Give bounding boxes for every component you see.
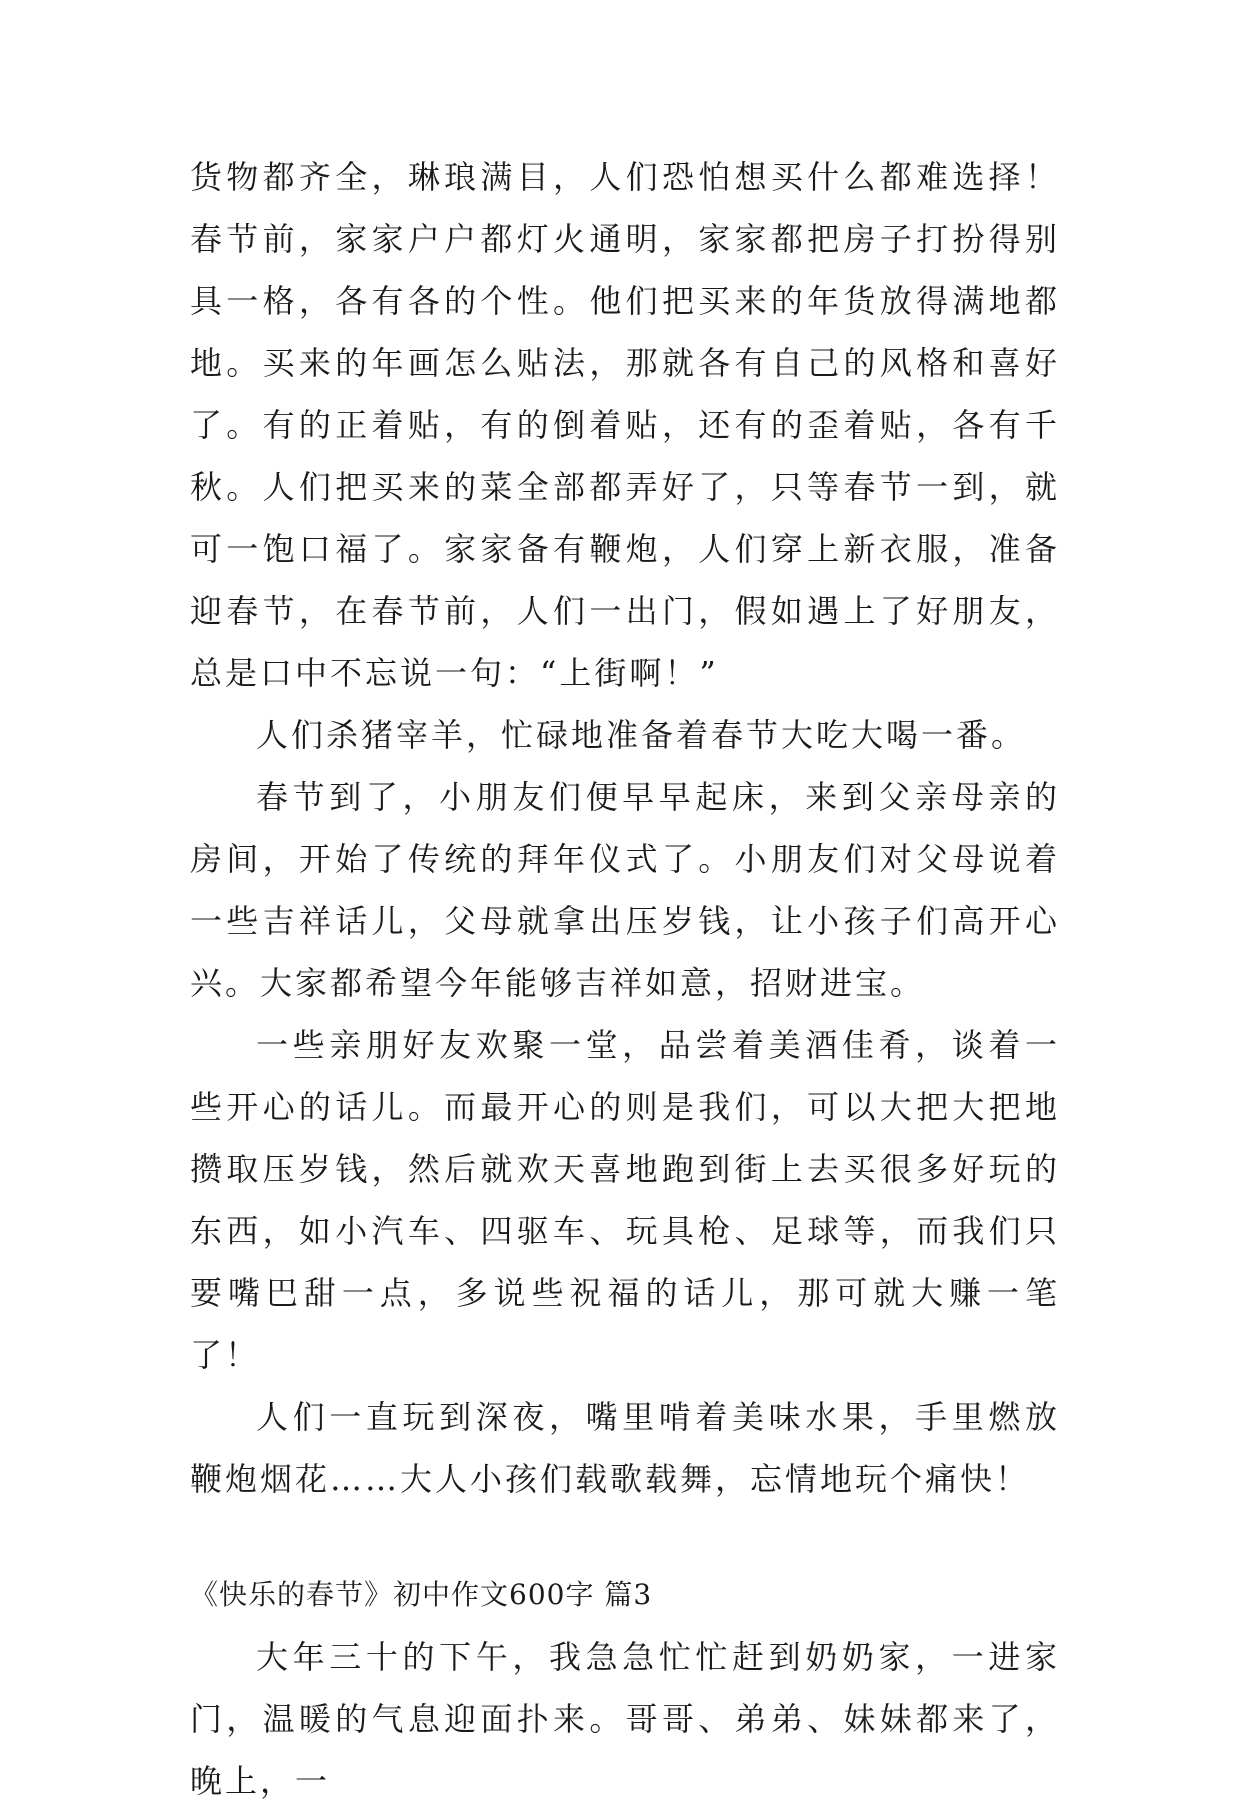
paragraph-5: 人们一直玩到深夜，嘴里啃着美味水果，手里燃放鞭炮烟花……大人小孩们载歌载舞，忘情地玩个痛快！ [190, 1398, 1060, 1498]
paragraph-1: 货物都齐全，琳琅满目，人们恐怕想买什么都难选择！春节前，家家户户都灯火通明，家家都把房子打扮得别具一格，各有各的个性。他们把买来的年货放得满地都地。买来的年画怎么贴法，那就各有自己的风格和喜好了。有的正着贴，有的倒着贴，还有的歪着贴，各有千秋。人们把买来的菜全部都弄好了，只等春节一到，就可一饱口福了。家家备有鞭炮，人们穿上新衣服，准备迎春节，在春节前，人们一出门，假如遇上了好朋友，总是口中不忘说一句：“上街啊！” [190, 158, 1060, 692]
paragraph-6: 大年三十的下午，我急急忙忙赶到奶奶家，一进家门，温暖的气息迎面扑来。哥哥、弟弟、妹妹都来了，晚上，一 [190, 1638, 1060, 1800]
paragraph-3: 春节到了，小朋友们便早早起床，来到父亲母亲的房间，开始了传统的拜年仪式了。小朋友们对父母说着一些吉祥话儿，父母就拿出压岁钱，让小孩子们高开心兴。大家都希望今年能够吉祥如意，招财进宝。 [190, 778, 1060, 1002]
section-heading: 《快乐的春节》初中作文600字 篇3 [190, 1578, 653, 1611]
paragraph-2: 人们杀猪宰羊，忙碌地准备着春节大吃大喝一番。 [256, 716, 1027, 754]
paragraph-4: 一些亲朋好友欢聚一堂，品尝着美酒佳肴，谈着一些开心的话儿。而最开心的则是我们，可以大把大把地攒取压岁钱，然后就欢天喜地跑到街上去买很多好玩的东西，如小汽车、四驱车、玩具枪、足球等，而我们只要嘴巴甜一点，多说些祝福的话儿，那可就大赚一笔了！ [190, 1026, 1060, 1374]
document-body [190, 146, 1060, 1812]
